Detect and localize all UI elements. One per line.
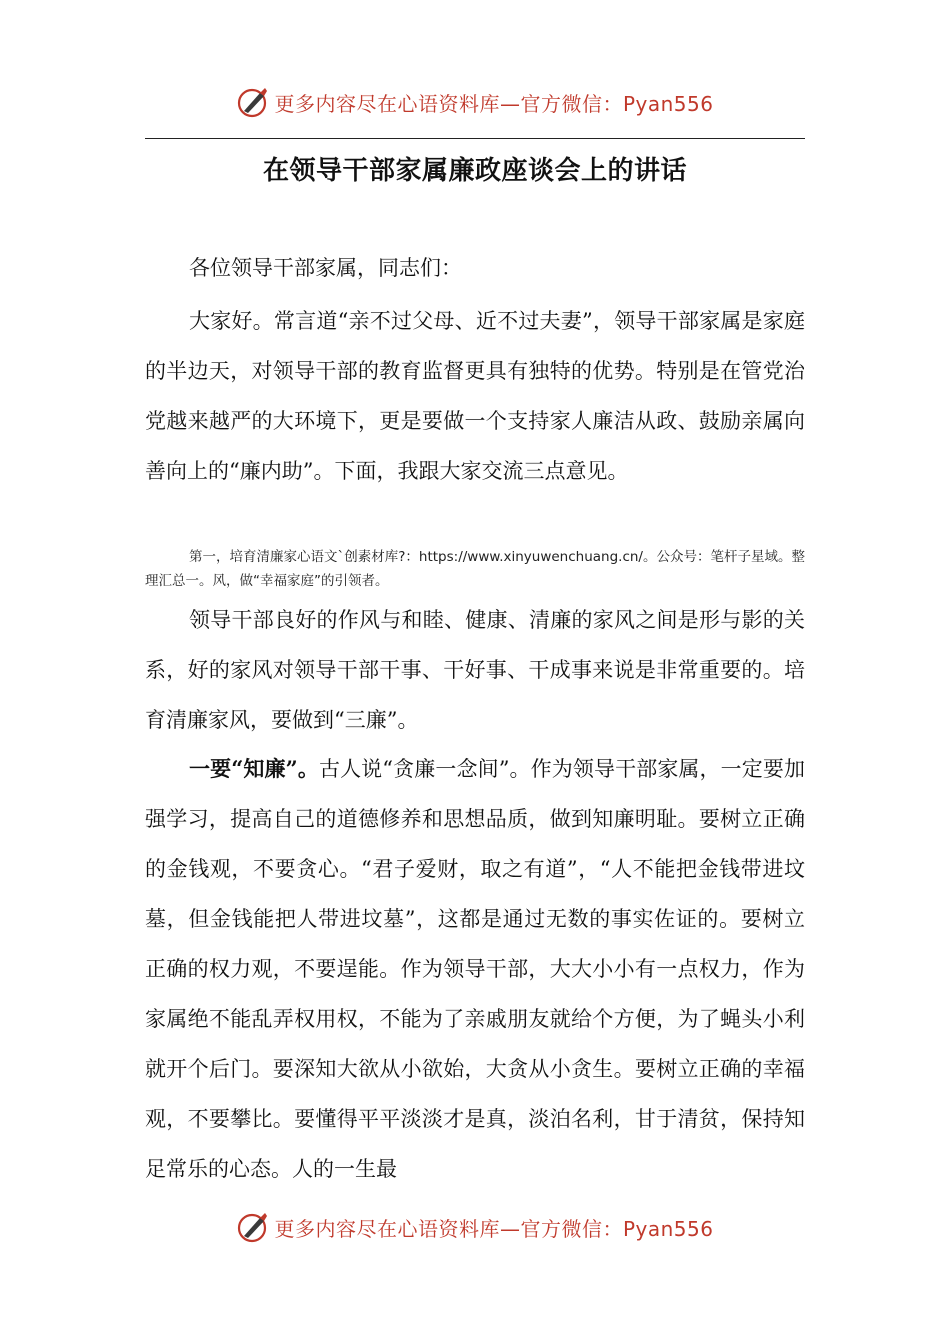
section-note: 第一，培育清廉家心语文`创素材库?：https://www.xinyuwenchuang.cn/。公众号：笔杆子星域。整理汇总一。风，做“幸福家庭”的引领者。: [145, 549, 805, 589]
watermark-text: 更多内容尽在心语资料库—官方微信：Pyan556: [274, 1216, 714, 1241]
salutation: 各位领导干部家属，同志们：: [189, 256, 462, 280]
footer-watermark: [0, 1207, 950, 1247]
point1-body: 古人说“贪廉一念间”。作为领导干部家属，一定要加强学习，提高自己的道德修养和思想品质，做到知廉明耻。要树立正确的金钱观，不要贪心。“君子爱财，取之有道”，“人不能把金钱带进坟墓，但金钱能把人带进坟墓”，这都是通过无数的事实佐证的。要树立正确的权力观，不要逞能。作为领导干部，大大小小有一点权力，作为家属绝不能乱弄权用权，不能为了亲戚朋友就给个方便，为了蝇头小利就开个后门。要深知大欲从小欲始，大贪从小贪生。要树立正确的幸福观，不要攀比。要懂得平平淡淡才是真，淡泊名利，甘于清贫，保持知足常乐的心态。人的一生最: [145, 757, 805, 1181]
header-watermark: [0, 82, 950, 122]
point1-heading: 一要“知廉”。: [189, 756, 319, 781]
pen-logo-icon: [236, 1210, 270, 1244]
intro-paragraph: 大家好。常言道“亲不过父母、近不过夫妻”，领导干部家属是家庭的半边天，对领导干部的教育监督更具有独特的优势。特别是在管党治党越来越严的大环境下，更是要做一个支持家人廉洁从政、鼓励亲属向善向上的“廉内助”。下面，我跟大家交流三点意见。: [145, 309, 805, 483]
family-style-paragraph: 领导干部良好的作风与和睦、健康、清廉的家风之间是形与影的关系，好的家风对领导干部干事、干好事、干成事来说是非常重要的。培育清廉家风，要做到“三廉”。: [145, 608, 805, 732]
point1-paragraph: [145, 744, 805, 1194]
page-title: 在领导干部家属廉政座谈会上的讲话: [262, 156, 687, 186]
watermark-text: 更多内容尽在心语资料库—官方微信：Pyan556: [274, 91, 714, 116]
pen-logo-icon: [236, 85, 270, 119]
header-divider: [145, 138, 805, 139]
